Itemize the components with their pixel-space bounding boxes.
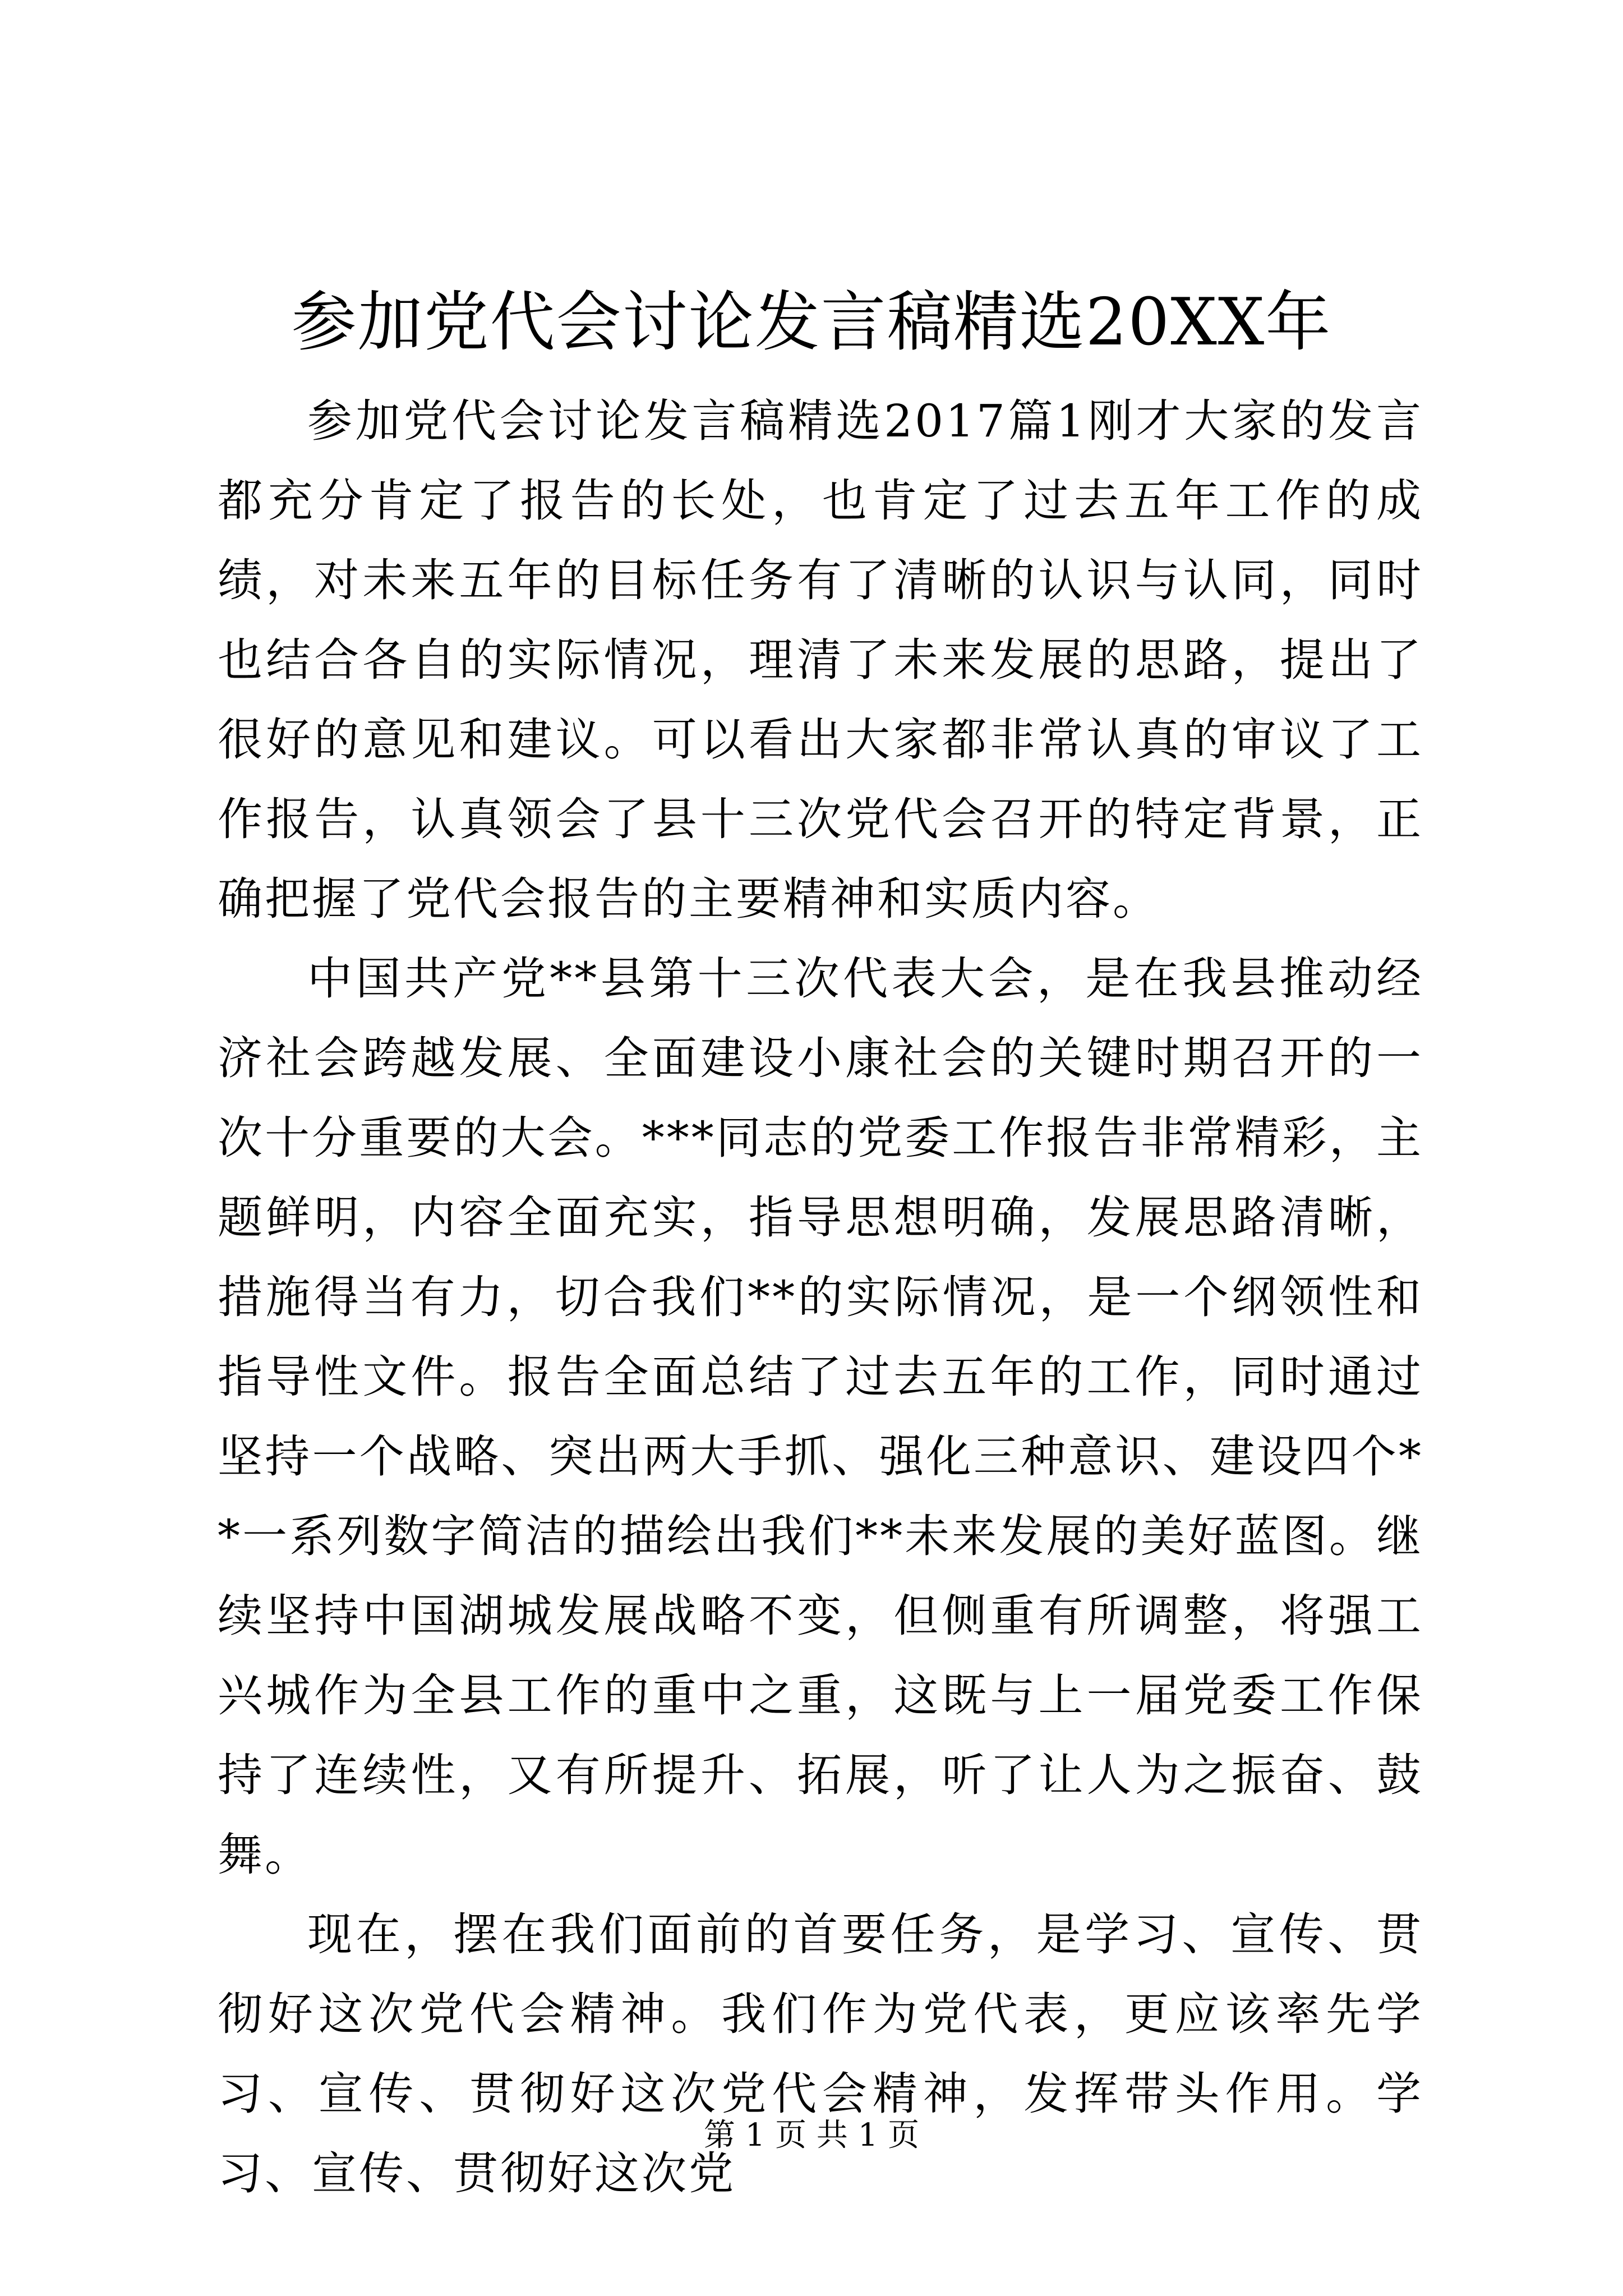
paragraph-1: 参加党代会讨论发言稿精选2017篇1刚才大家的发言都充分肯定了报告的长处，也肯定了过去五年工作的成绩，对未来五年的目标任务有了清晰的认识与认同，同时也结合各自的实际情况，理清了未来发展的思路，提出了很好的意见和建议。可以看出大家都非常认真的审议了工作报告，认真领会了县十三次党代会召开的特定背景，正确把握了党代会报告的主要精神和实质内容。: [218, 395, 1423, 925]
paragraph-3: 现在，摆在我们面前的首要任务，是学习、宣传、贯彻好这次党代会精神。我们作为党代表，更应该率先学习、宣传、贯彻好这次党代会精神，发挥带头作用。学习、宣传、贯彻好这次党: [218, 1908, 1423, 2200]
document-body: [218, 381, 1423, 2214]
page-number-footer: 第 1 页 共 1 页: [703, 2117, 920, 2154]
paragraph-2: 中国共产党**县第十三次代表大会，是在我县推动经济社会跨越发展、全面建设小康社会的关键时期召开的一次十分重要的大会。***同志的党委工作报告非常精彩，主题鲜明，内容全面充实，指导思想明确，发展思路清晰，措施得当有力，切合我们**的实际情况，是一个纲领性和指导性文件。报告全面总结了过去五年的工作，同时通过坚持一个战略、突出两大手抓、强化三种意识、建设四个**一系列数字简洁的描绘出我们**未来发展的美好蓝图。继续坚持中国湖城发展战略不变，但侧重有所调整，将强工兴城作为全县工作的重中之重，这既与上一届党委工作保持了连续性，又有所提升、拓展，听了让人为之振奋、鼓舞。: [218, 953, 1423, 1881]
document-title: 参加党代会讨论发言稿精选20XX年: [291, 284, 1332, 360]
